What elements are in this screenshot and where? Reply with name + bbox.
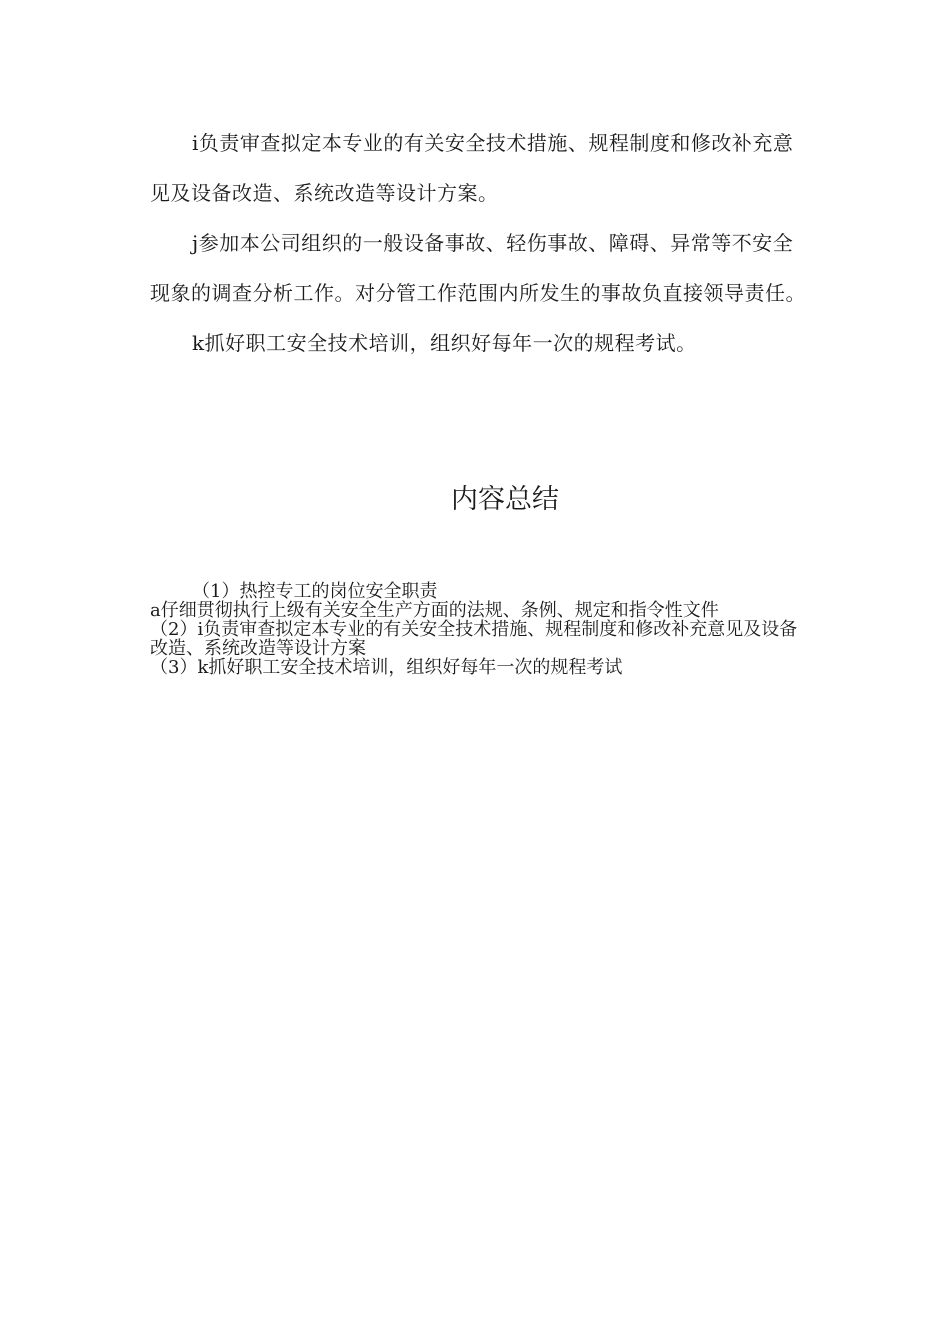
body-text <box>150 118 810 368</box>
summary-item-2-text: （2）i负责审查拟定本专业的有关安全技术措施、规程制度和修改补充意见及设备改造、系统改造等设计方案 <box>150 619 798 659</box>
summary-section <box>150 582 800 677</box>
paragraph-i: i负责审查拟定本专业的有关安全技术措施、规程制度和修改补充意见及设备改造、系统改造等设计方案。 <box>150 131 794 205</box>
summary-item-1-heading: （1）热控专工的岗位安全职责 <box>192 581 438 602</box>
summary-item-1-text: a仔细贯彻执行上级有关安全生产方面的法规、条例、规定和指令性文件 <box>150 600 719 621</box>
summary-item-3-text: （3）k抓好职工安全技术培训，组织好每年一次的规程考试 <box>150 657 623 678</box>
summary-title: 内容总结 <box>451 484 559 515</box>
paragraph-k: k抓好职工安全技术培训，组织好每年一次的规程考试。 <box>192 331 697 355</box>
paragraph-j: j参加本公司组织的一般设备事故、轻伤事故、障碍、异常等不安全现象的调查分析工作。对分管工作范围内所发生的事故负直接领导责任。 <box>150 231 806 305</box>
